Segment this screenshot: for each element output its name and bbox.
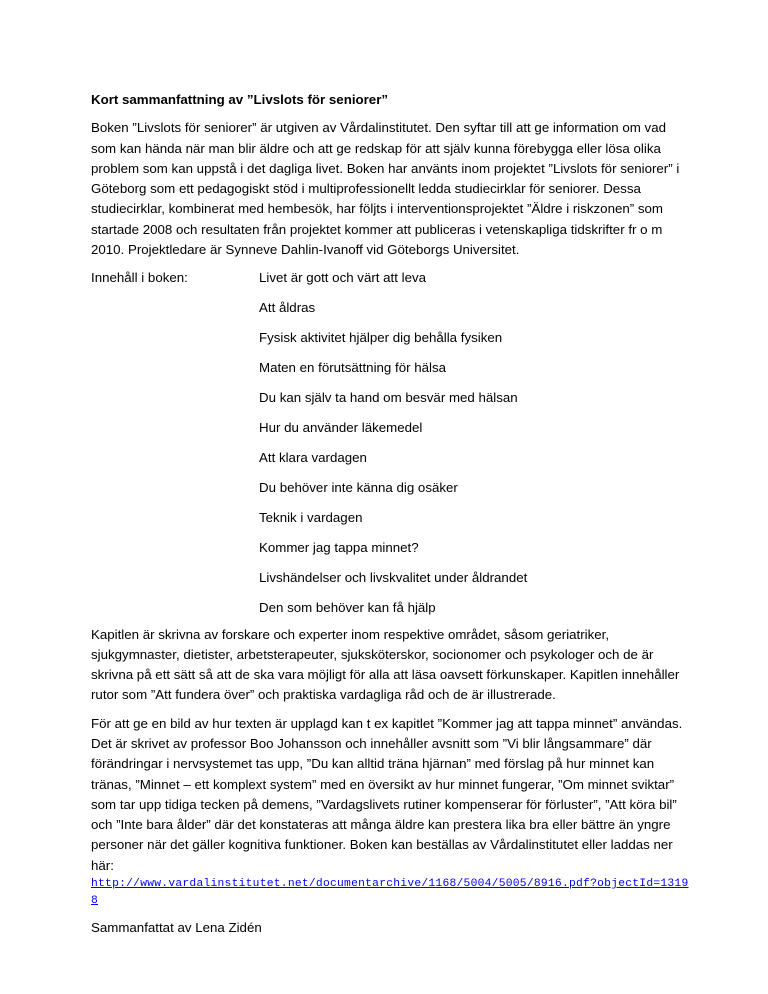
contents-item: Att klara vardagen	[259, 450, 367, 466]
author-line: Sammanfattat av Lena Zidén	[91, 920, 262, 936]
download-link-part: http://www.vardalinstitutet.net/documentarchive/1168/5004/5005/8916.pdf?obj	[91, 878, 619, 891]
document-title: Kort sammanfattning av ”Livslots för seniorer”	[91, 92, 389, 107]
contents-item: Livshändelser och livskvalitet under åldrandet	[259, 570, 528, 586]
contents-item: Hur du använder läkemedel	[259, 420, 423, 436]
chapters-paragraph: Kapitlen är skrivna av forskare och experter inom respektive området, såsom geriatriker, sjukgymnaster, dietister, arbetsterapeuter, sjuksköterskor, socionomer och psykologer och de är skrivna på ett sätt så att de ska vara möjligt för alla att läsa oavsett förkunskaper. Kapitlen innehåller rutor som ”Att fundera över” och praktiska vardagliga råd och de är illustrerade.	[91, 626, 680, 703]
contents-item: Den som behöver kan få hjälp	[259, 600, 436, 616]
contents-item: Livet är gott och värt att leva	[259, 270, 427, 286]
contents-item: Du kan själv ta hand om besvär med hälsan	[259, 390, 518, 406]
example-paragraph: För att ge en bild av hur texten är upplagd kan t ex kapitlet ”Kommer jag att tappa minnet” användas. Det är skrivet av professor Boo Johansson och innehåller avsnitt som ”Vi blir långsammare” där förändringar i nervsystemet tas upp, ”Du kan alltid träna hjärnan” med förslag på hur minnet kan tränas, ”Minnet – ett komplext system” med en översikt av hur minnet fungerar, ”Om minnet sviktar” som tar upp tidiga tecken på demens, ”Vardagslivets rutiner kompenserar för förluster”, ”Att köra bil” och ”Inte bara ålder” där det konstateras att många äldre kan prestera lika bra eller bättre än yngre personer när det gäller kognitiva funktioner. Boken kan beställas av Vårdalinstitutet eller laddas ner här:	[91, 715, 683, 873]
contents-row	[91, 418, 691, 438]
contents-row	[91, 538, 691, 558]
contents-row	[91, 478, 691, 498]
document-body	[91, 90, 691, 946]
contents-label: Innehåll i boken:	[91, 270, 188, 286]
contents-row	[91, 568, 691, 588]
contents-item: Maten en förutsättning för hälsa	[259, 360, 447, 376]
contents-item: Fysisk aktivitet hjälper dig behålla fysiken	[259, 330, 503, 346]
contents-row	[91, 298, 691, 318]
contents-item: Teknik i vardagen	[259, 510, 363, 526]
contents-item: Att åldras	[259, 300, 316, 316]
intro-paragraph: Boken ”Livslots för seniorer” är utgiven av Vårdalinstitutet. Den syftar till att ge information om vad som kan hända när man blir äldre och att ge redskap för att själv kunna förebygga eller lösa olika problem som kan uppstå i det dagliga livet. Boken har använts inom projektet ”Livslots för seniorer” i Göteborg som ett pedagogiskt stöd i multiprofessionellt ledda studiecirklar för seniorer. Dessa studiecirklar, kombinerat med hembesök, har följts i interventionsprojektet ”Äldre i riskzonen” som startade 2008 och resultaten från projektet kommer att publiceras i vetenskapliga tidskrifter fr o m 2010. Projektledare är Synneve Dahlin-Ivanoff vid Göteborgs Universitet.	[91, 120, 680, 258]
contents-item: Kommer jag tappa minnet?	[259, 540, 419, 556]
contents-row	[91, 358, 691, 378]
contents-row	[91, 268, 691, 288]
contents-row	[91, 328, 691, 348]
contents-row	[91, 598, 691, 618]
contents-item: Du behöver inte känna dig osäker	[259, 480, 458, 496]
contents-row	[91, 388, 691, 408]
contents-list	[91, 268, 691, 618]
contents-row	[91, 448, 691, 468]
download-link-part: ectId=13198	[91, 878, 689, 908]
contents-row	[91, 508, 691, 528]
download-link[interactable]	[91, 876, 691, 910]
